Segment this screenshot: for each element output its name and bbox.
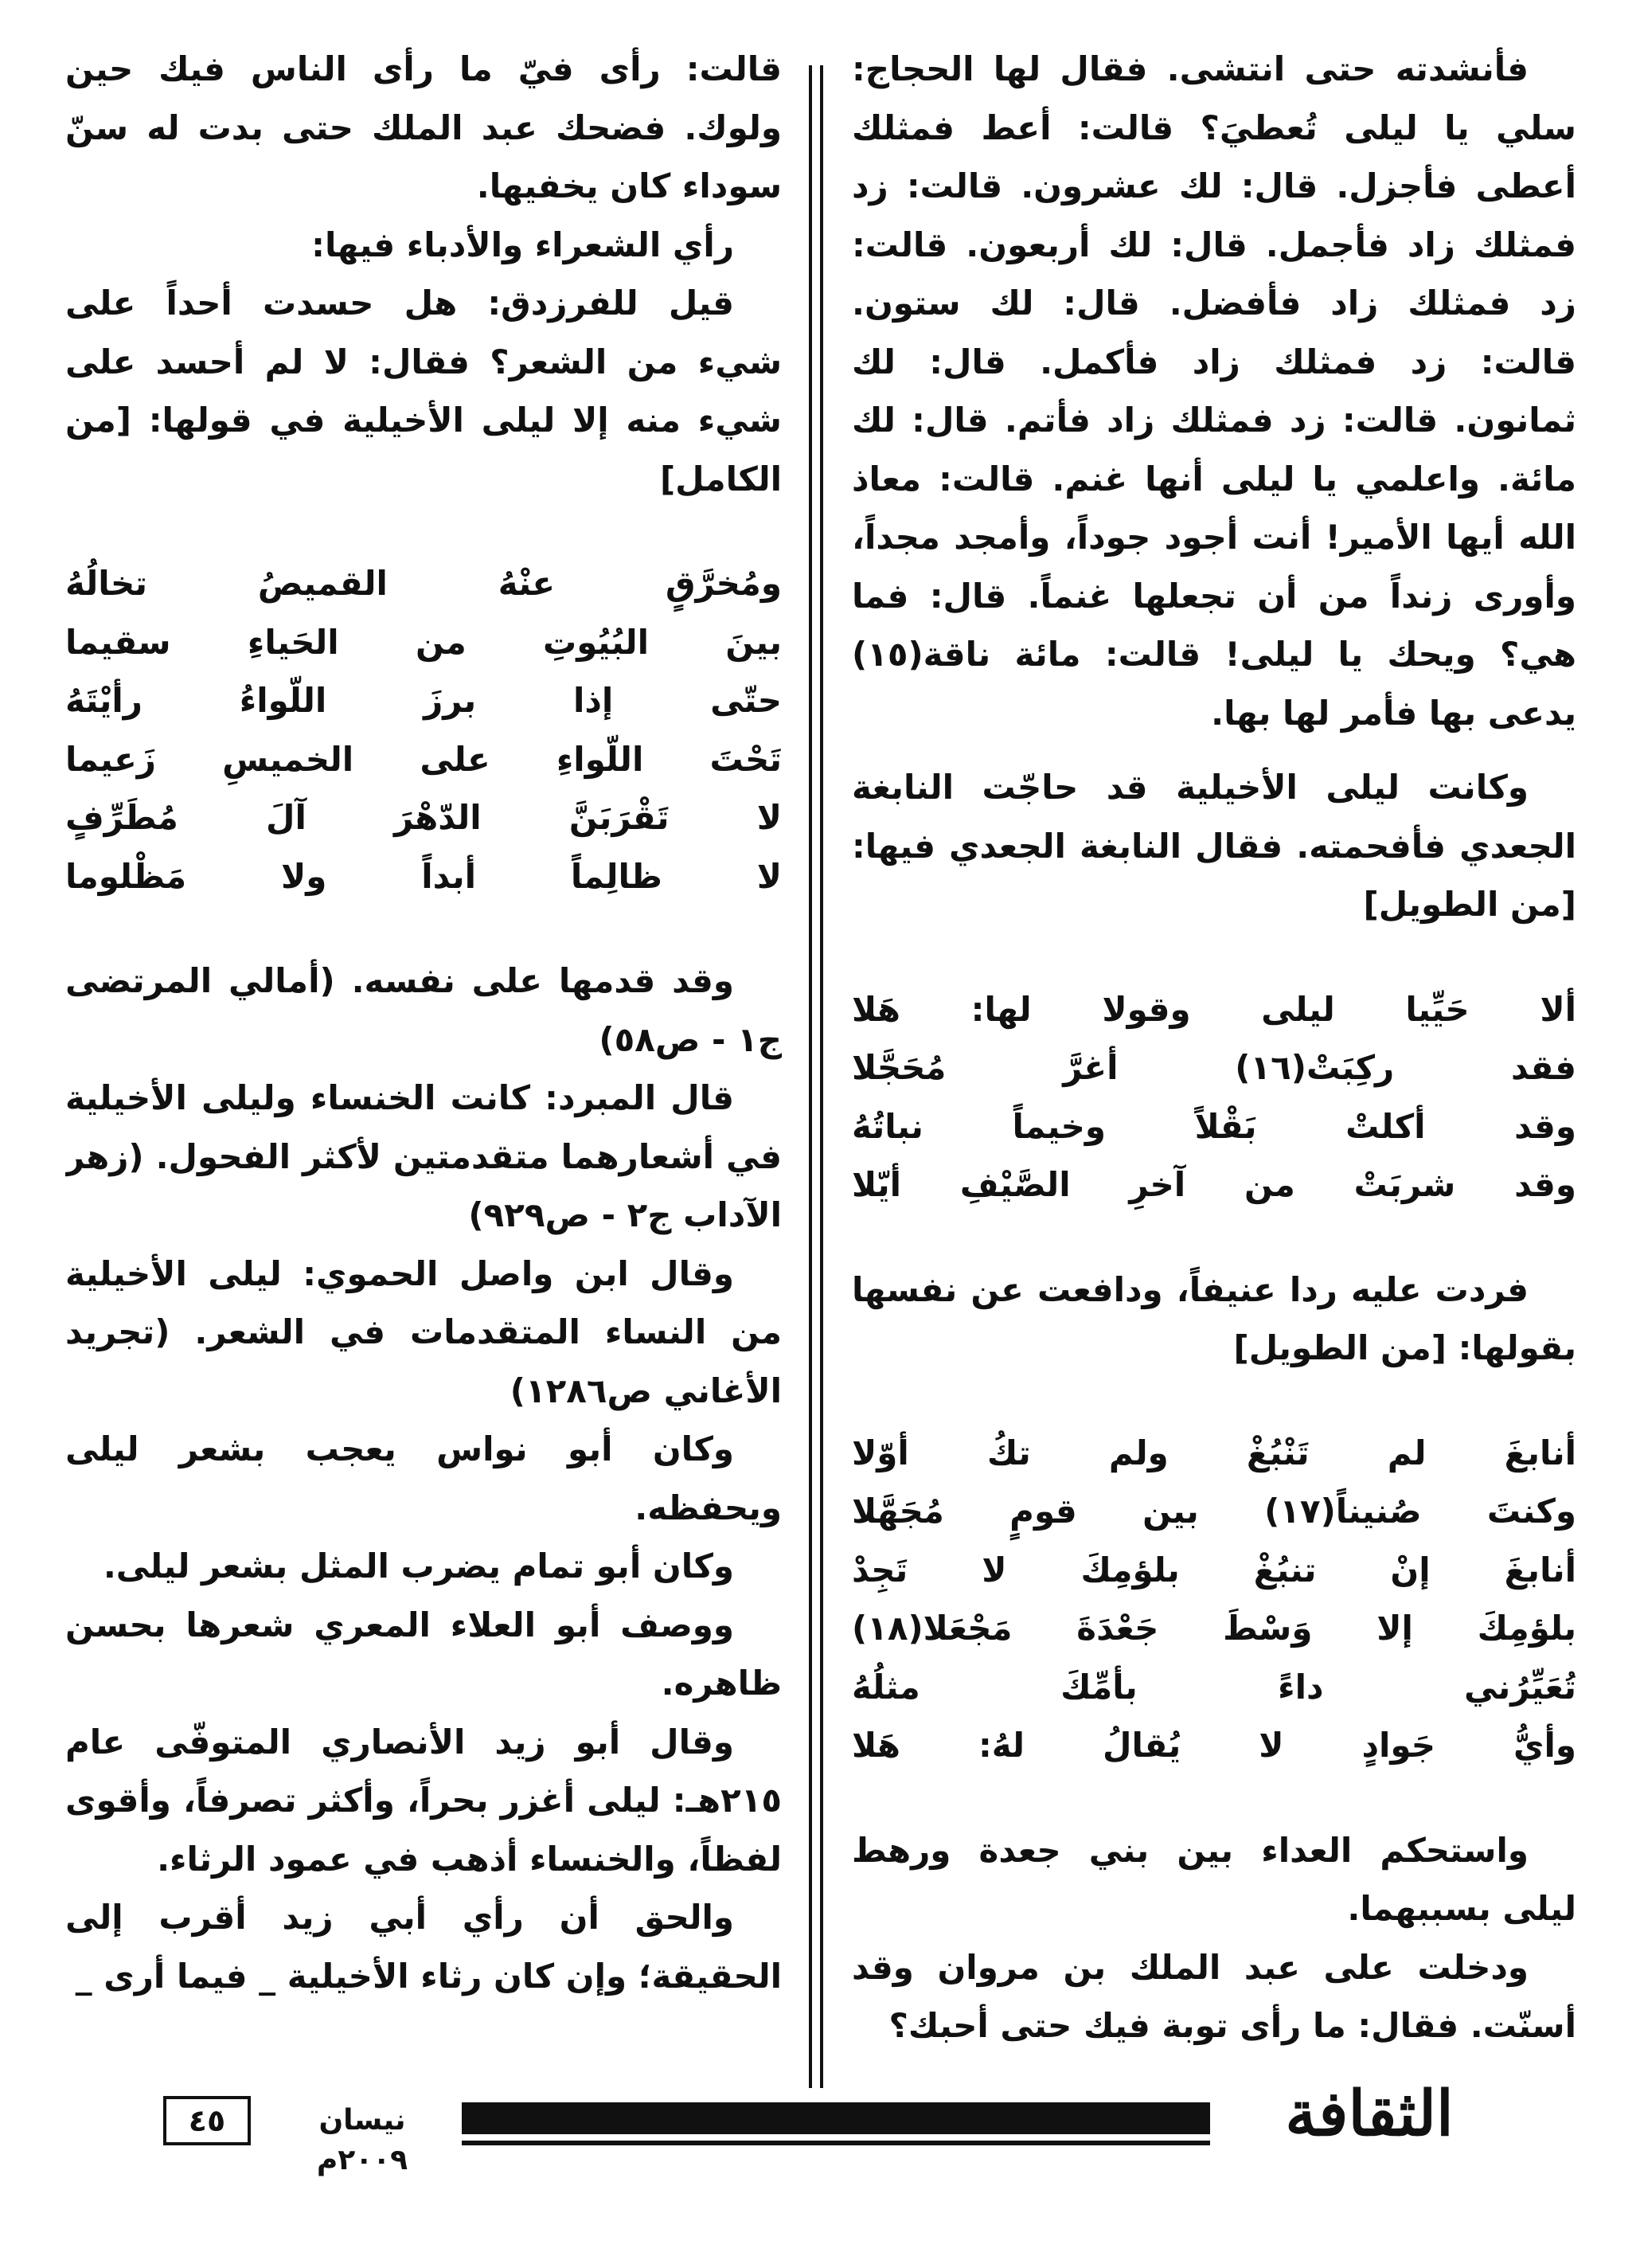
poem-line: وأيُّ جَوادٍ لا يُقالُ لهُ: هَلا (852, 1726, 1576, 1765)
poem-line: وقد أكلتْ بَقْلاً وخيماً نباتُهُ (852, 1106, 1576, 1146)
issue-date: نيسان ٢٠٠٩م (316, 2104, 408, 2176)
paragraph: فردت عليه ردا عنيفاً، ودافعت عن نفسها بقولها: [من الطويل] (852, 1269, 1576, 1367)
poem-line: أنابغَ لم تَنْبُغْ ولم تكُ أوّلا (852, 1433, 1576, 1472)
paragraph: وقال أبو زيد الأنصاري المتوفّى عام ٢١٥هـ: ليلى أغزر بحراً، وأكثر تصرفاً، وأقوى لفظاً، والخنساء أذهب في عمود الرثاء. (65, 1722, 782, 1879)
poem-line: ألا حَيِّيا ليلى وقولا لها: هَلا (852, 989, 1576, 1029)
poem-layla (65, 554, 782, 905)
poem-line: بينَ البُيُوتِ من الحَياءِ سقيما (65, 622, 782, 662)
paragraph: وكانت ليلى الأخيلية قد حاجّت النابغة الجعدي فأفحمته. فقال النابغة الجعدي فيها: [من الطويل] (852, 768, 1576, 924)
poem-line: لا تَقْرَبَنَّ الدّهْرَ آلَ مُطَرِّفٍ (65, 798, 782, 837)
poem-line: بلؤمِكَ إلا وَسْطَ جَعْدَةَ مَجْعَلا(١٨) (852, 1609, 1576, 1648)
poem-line: أنابغَ إنْ تنبُغْ بلؤمِكَ لا تَجِدْ (852, 1550, 1576, 1590)
paragraph: وكان أبو تمام يضرب المثل بشعر ليلى. (103, 1547, 734, 1586)
paragraph: قيل للفرزدق: هل حسدت أحداً على شيء من الشعر؟ فقال: لا لم أحسد على شيء منه إلا ليلى الأخيلية في قولها: [من الكامل] (65, 284, 782, 499)
paragraph: والحق أن رأي أبي زيد أقرب إلى الحقيقة؛ وإن كان رثاء الأخيلية _ فيما أرى _ (65, 1898, 782, 1996)
column-divider (820, 65, 823, 2088)
section-heading: رأي الشعراء والأدباء فيها: (311, 225, 734, 264)
poem-line: فقد ركِبَتْ(١٦) أغرَّ مُحَجَّلا (852, 1048, 1576, 1087)
paragraph: وقد قدمها على نفسه. (أمالي المرتضى ج١ - ص٥٨) (65, 961, 782, 1059)
poem-line: وكنتَ صُنيناً(١٧) بين قومٍ مُجَهَّلا (852, 1492, 1576, 1531)
poem-line: وقد شربَتْ من آخرِ الصَّيْفِ أيّلا (852, 1165, 1576, 1204)
paragraph: فأنشدته حتى انتشى. فقال لها الحجاج: سلي يا ليلى تُعطيَ؟ قالت: أعط فمثلك أعطى فأجزل. قال: لك عشرون. قالت: زد فمثلك زاد فأجمل. قال: لك أربعون. قالت: زد فمثلك زاد فأفضل. قال: لك ستون. قالت: زد فمثلك زاد فأكمل. قال: لك ثمانون. قالت: زد فمثلك زاد فأتم. قال: لك مائة. واعلمي يا ليلى أنها غنم. قالت: معاذ الله أيها الأمير! أنت أجود جوداً، وأمجد مجداً، وأورى زنداً من أن تجعلها غنماً. قال: فما هي؟ ويحك يا ليلى! قالت: مائة ناقة(١٥) يدعى بها فأمر لها بها. (852, 49, 1576, 733)
paragraph: واستحكم العداء بين بني جعدة ورهط ليلى بسببهما. (852, 1830, 1576, 1928)
column-divider (809, 65, 812, 2088)
poem-line: لا ظالِماً أبداً ولا مَظْلوما (65, 856, 782, 896)
paragraph: وقال ابن واصل الحموي: ليلى الأخيلية من النساء المتقدمات في الشعر. (تجريد الأغاني ص١٢٨٦) (65, 1253, 782, 1410)
paragraph: وكان أبو نواس يعجب بشعر ليلى ويحفظه. (65, 1429, 782, 1527)
poem-layla-reply (852, 1424, 1576, 1775)
poem-line: حتّى إذا برزَ اللّواءُ رأيْتَهُ (65, 681, 782, 720)
right-column (852, 40, 1576, 2071)
page-number: ٤٥ (163, 2096, 251, 2145)
poem-nabigha (852, 980, 1576, 1214)
paragraph: ووصف أبو العلاء المعري شعرها بحسن ظاهره. (65, 1605, 782, 1703)
footer-bar (462, 2102, 1210, 2134)
paragraph: قالت: رأى فيّ ما رأى الناس فيك حين ولوك. فضحك عبد الملك حتى بدت له سنّ سوداء كان يخفيها. (65, 49, 782, 205)
left-column (65, 40, 782, 2071)
poem-line: تَحْتَ اللّواءِ على الخميسِ زَعيما (65, 739, 782, 779)
magazine-logo: الثقافة (1285, 2078, 1454, 2150)
paragraph: قال المبرد: كانت الخنساء وليلى الأخيلية في أشعارهما متقدمتين لأكثر الفحول. (زهر الآداب ج٢ - ص٩٢٩) (65, 1078, 782, 1234)
footer-bar-thin (462, 2141, 1210, 2145)
poem-line: ومُخرَّقٍ عنْهُ القميصُ تخالُهُ (65, 564, 782, 603)
poem-line: تُعَيِّرُني داءً بأمِّكَ مثلُهُ (852, 1667, 1576, 1707)
paragraph: ودخلت على عبد الملك بن مروان وقد أسنّت. فقال: ما رأى توبة فيك حتى أحبك؟ (852, 1947, 1576, 2045)
